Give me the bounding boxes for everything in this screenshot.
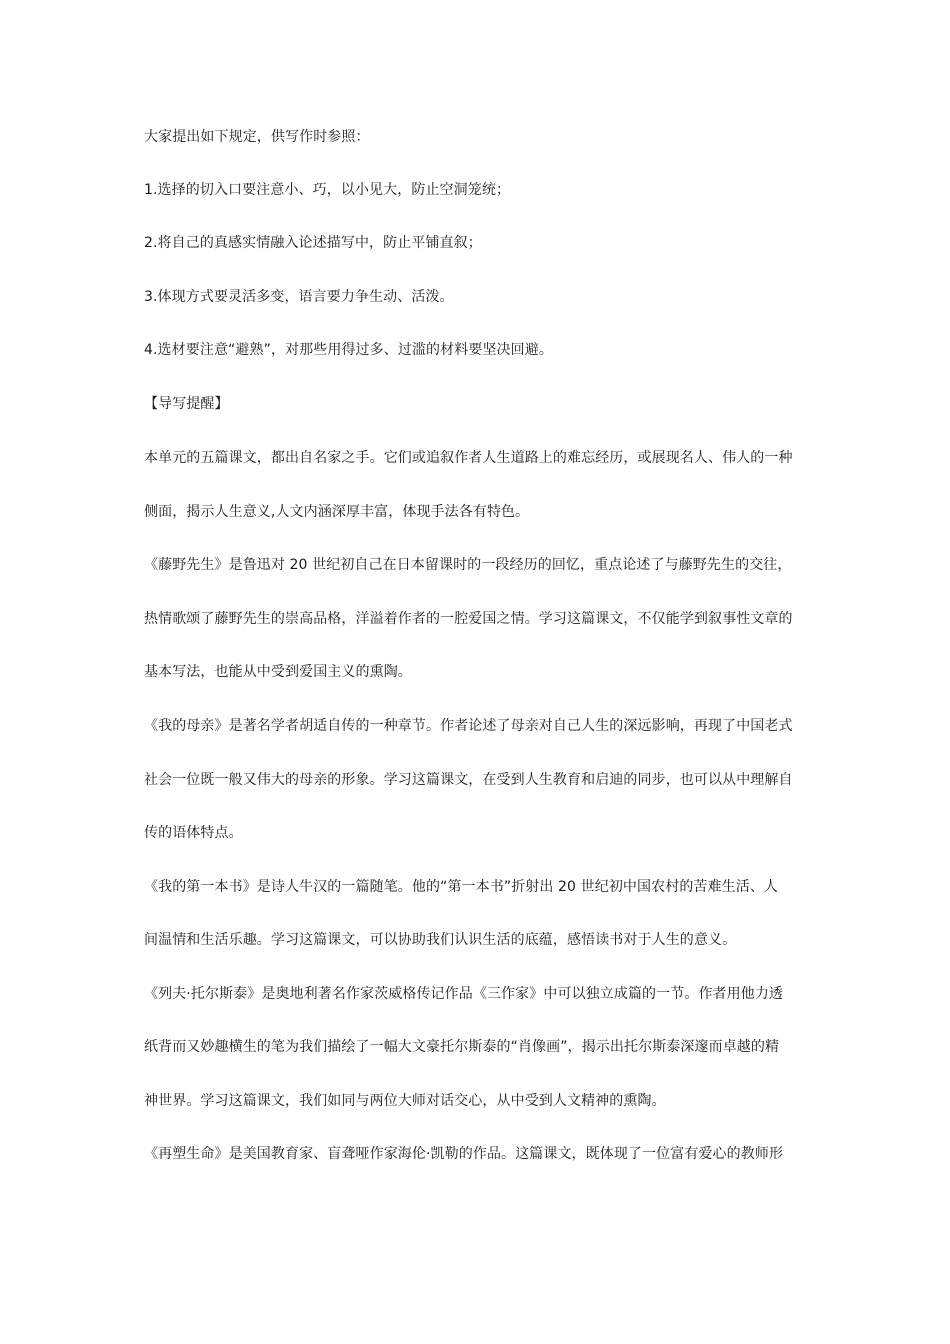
paragraph-line: 传的语体特点。 xyxy=(144,825,243,841)
paragraph-line: 间温情和生活乐趣。学习这篇课文，可以协助我们认识生活的底蕴，感悟读书对于人生的意义。 xyxy=(144,932,737,948)
paragraph-line: 《列夫·托尔斯泰》是奥地利著名作家茨威格传记作品《三作家》中可以独立成篇的一节。作者用他力透 xyxy=(144,986,784,1002)
section-heading: 【导写提醒】 xyxy=(144,396,229,412)
paragraph-line: 社会一位既一般又伟大的母亲的形象。学习这篇课文，在受到人生教育和启迪的同步，也可以从中理解自 xyxy=(144,772,793,788)
rule-item-4: 4.选材要注意“避熟”，对那些用得过多、过滥的材料要坚决回避。 xyxy=(144,342,553,358)
rule-item-2: 2.将自己的真感实情融入论述描写中，防止平铺直叙； xyxy=(144,235,482,251)
paragraph-line: 《我的第一本书》是诗人牛汉的一篇随笔。他的“第一本书”折射出 20 世纪初中国农村的苦难生活、人 xyxy=(144,879,779,895)
paragraph-line: 本单元的五篇课文，都出自名家之手。它们或追叙作者人生道路上的难忘经历，或展现名人、伟人的一种 xyxy=(144,450,793,466)
paragraph-line: 神世界。学习这篇课文，我们如同与两位大师对话交心，从中受到人文精神的熏陶。 xyxy=(144,1093,666,1109)
rule-item-3: 3.体现方式要灵活多变，语言要力争生动、活泼。 xyxy=(144,289,454,305)
paragraph-line: 《藤野先生》是鲁迅对 20 世纪初自己在日本留课时的一段经历的回忆，重点论述了与藤野先生的交往， xyxy=(144,557,792,573)
paragraph-line: 热情歌颂了藤野先生的崇高品格，洋溢着作者的一腔爱国之情。学习这篇课文，不仅能学到叙事性文章的 xyxy=(144,611,793,627)
paragraph-line: 纸背而又妙趣横生的笔为我们描绘了一幅大文豪托尔斯泰的“肖像画”，揭示出托尔斯泰深邃而卓越的精 xyxy=(144,1039,780,1055)
intro-text: 大家提出如下规定，供写作时参照： xyxy=(144,129,370,145)
paragraph-line: 《我的母亲》是著名学者胡适自传的一种章节。作者论述了母亲对自己人生的深远影响，再现了中国老式 xyxy=(144,718,793,734)
paragraph-line: 侧面，揭示人生意义,人文内涵深厚丰富，体现手法各有特色。 xyxy=(144,504,530,520)
paragraph-line: 基本写法，也能从中受到爱国主义的熏陶。 xyxy=(144,664,412,680)
rule-item-1: 1.选择的切入口要注意小、巧，以小见大，防止空洞笼统； xyxy=(144,182,511,198)
paragraph-line: 《再塑生命》是美国教育家、盲聋哑作家海伦·凯勒的作品。这篇课文，既体现了一位富有爱心的教师形 xyxy=(144,1146,784,1162)
